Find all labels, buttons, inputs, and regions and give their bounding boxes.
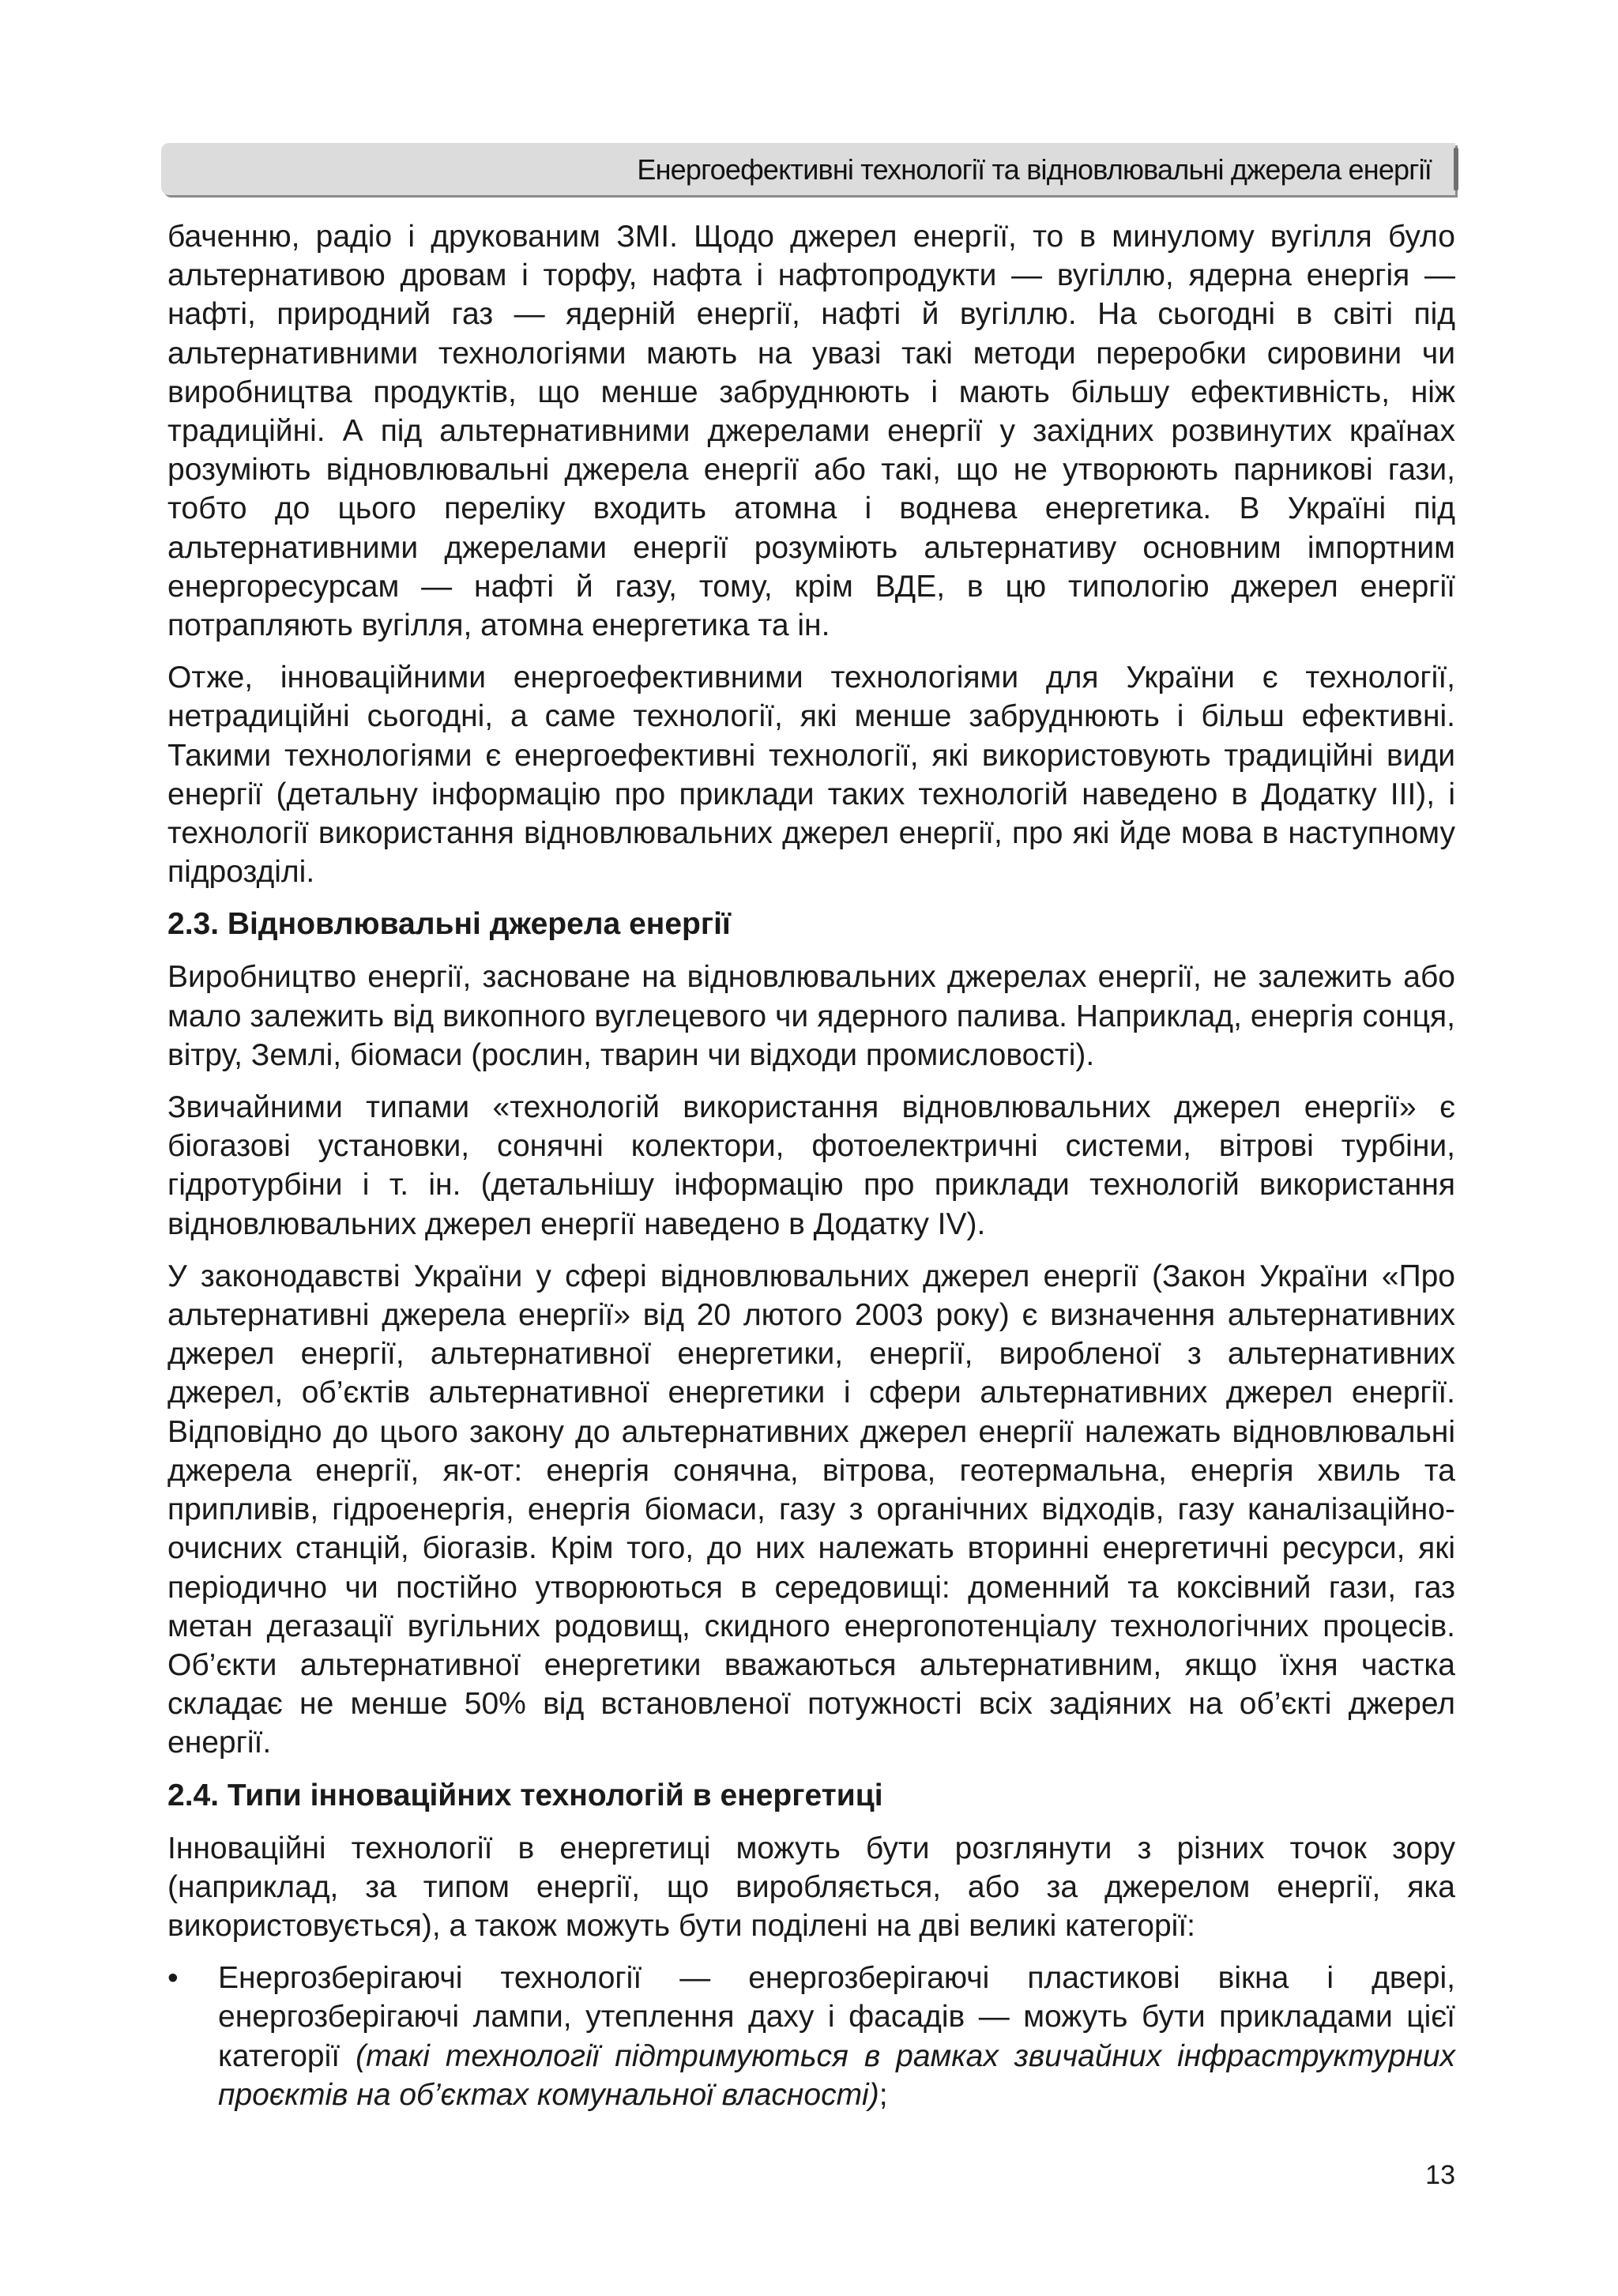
bullet-icon: •	[167, 1961, 179, 1996]
page-body	[167, 217, 1455, 2114]
running-header-title: Енергоефективні технології та відновлювальні джерела енергії	[637, 153, 1432, 186]
list-item-italic-note: (такі технології підтримуються в рамках звичайних інфраструктурних проєктів на об’єктах комунальної власності)	[218, 2038, 1456, 2112]
bullet-list	[167, 1959, 1455, 2114]
list-item-text: Енергозберігаючі технології — енергозберігаючі пластикові вікна і двері, енергозберігаючі лампи, утеплення даху і фасадів — можуть бути прикладами цієї категорії	[218, 1961, 1455, 2073]
paragraph: Звичайними типами «технологій використання відновлювальних джерел енергії» є біогазові установки, сонячні колектори, фотоелектричні системи, вітрові турбіни, гідротурбіни і т. ін. (детальнішу інформацію про приклади технологій використання відновлювальних джерел енергії наведено в Додатку IV).	[167, 1090, 1455, 1241]
list-item-tail: ;	[879, 2077, 888, 2112]
paragraph: У законодавстві України у сфері відновлювальних джерел енергії (Закон України «Про альтернативні джерела енергії» від 20 лютого 2003 року) є визначення альтернативних джерел енергії, альтернативної енергетики, енергії, виробленої з альтернативних джерел, об’єктів альтернативної енергетики і сфери альтернативних джерел енергії. Відповідно до цього закону до альтернативних джерел енергії належать відновлювальні джерела енергії, як-от: енергія сонячна, вітрова, геотермальна, енергія хвиль та припливів, гідроенергія, енергія біомаси, газу з органічних відходів, газу каналізаційно-очисних станцій, біогазів. Крім того, до них належать вторинні енергетичні ресурси, які періодично чи постійно утворюються в середовищі: доменний та коксівний гази, газ метан дегазації вугільних родовищ, скидного енергопотенціалу технологічних процесів. Об’єкти альтернативної енергетики вважаються альтернативним, якщо їхня частка складає не менше 50% від встановленої потужності всіх задіяних на об’єкті джерел енергії.	[167, 1259, 1455, 1760]
paragraph: Виробництво енергії, засноване на відновлювальних джерелах енергії, не залежить або мало залежить від викопного вуглецевого чи ядерного палива. Наприклад, енергія сонця, вітру, Землі, біомаси (рослин, тварин чи відходи промисловості).	[167, 960, 1455, 1072]
section-heading-2-4: 2.4. Типи інноваційних технологій в енергетиці	[167, 1778, 883, 1812]
running-header	[161, 143, 1455, 195]
paragraph: Інноваційні технології в енергетиці можуть бути розглянути з різних точок зору (наприклад, за типом енергії, що виробляється, або за джерелом енергії, яка використовується), а також можуть бути поділені на дві великі категорії:	[167, 1831, 1455, 1943]
page-number: 13	[1425, 2160, 1455, 2190]
section-heading-2-3: 2.3. Відновлювальні джерела енергії	[167, 907, 731, 942]
paragraph: Отже, інноваційними енергоефективними технологіями для України є технології, нетрадиційні сьогодні, а саме технології, які менше забруднюють і більш ефективні. Такими технологіями є енергоефективні технології, які використовують традиційні види енергії (детальну інформацію про приклади таких технологій наведено в Додатку III), і технології використання відновлювальних джерел енергії, про які йде мова в наступному підрозділі.	[167, 661, 1455, 890]
paragraph: баченню, радіо і друкованим ЗМІ. Щодо джерел енергії, то в минулому вугілля було альтернативою дровам і торфу, нафта і нафтопродукти — вугіллю, ядерна енергія — нафті, природний газ — ядерній енергії, нафті й вугіллю. На сьогодні в світі під альтернативними технологіями мають на увазі такі методи переробки сировини чи виробництва продуктів, що менше забруднюють і мають більшу ефективність, ніж традиційні. А під альтернативними джерелами енергії у західних розвинутих країнах розуміють відновлювальні джерела енергії або такі, що не утворюють парникові гази, тобто до цього переліку входить атомна і воднева енергетика. В Україні під альтернативними джерелами енергії розуміють альтернативу основним імпортним енергоресурсам — нафті й газу, тому, крім ВДЕ, в цю типологію джерел енергії потрапляють вугілля, атомна енергетика та ін.	[167, 220, 1455, 643]
list-item	[167, 1959, 1455, 2114]
header-edge-decoration	[1454, 148, 1458, 190]
